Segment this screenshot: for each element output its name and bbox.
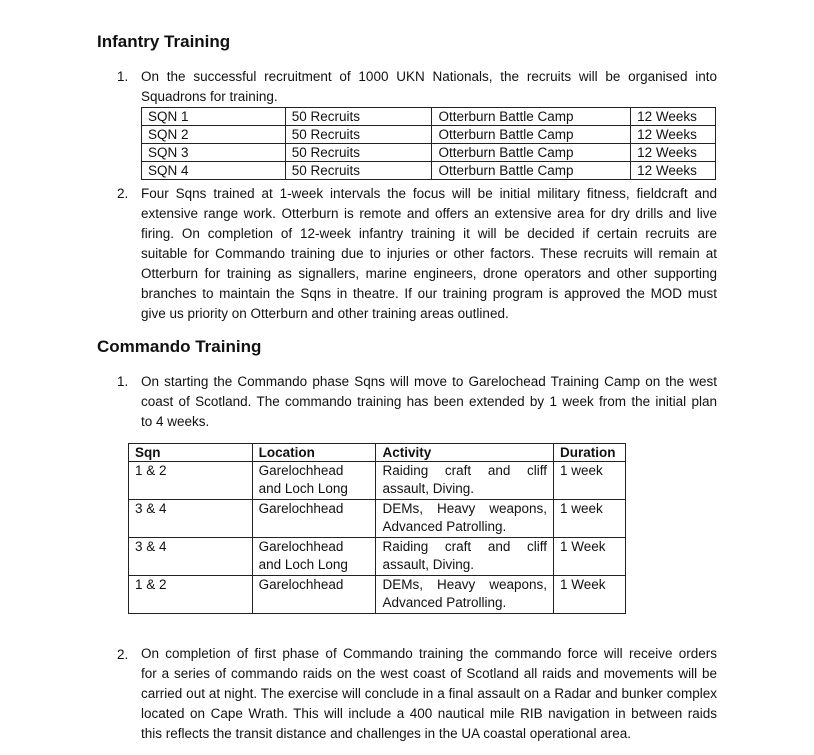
table-row bbox=[142, 144, 716, 162]
text-line: to 4 weeks. bbox=[141, 414, 210, 429]
infantry-heading: Infantry Training bbox=[97, 32, 231, 51]
duration-cell: 12 Weeks bbox=[631, 108, 716, 126]
sqn-cell: SQN 1 bbox=[142, 108, 286, 126]
location-cell bbox=[252, 538, 376, 576]
table-row bbox=[142, 162, 716, 180]
commando-paragraph-2 bbox=[141, 644, 717, 744]
text-line: this reflects the transit distance and challenges in the UA coastal operational area. bbox=[141, 726, 632, 741]
text-line: for a series of commando raids on the west coast of Scotland all raids and movements will be bbox=[141, 666, 717, 681]
text-line: give us priority on Otterburn and other training areas outlined. bbox=[141, 306, 509, 321]
sqn-cell: 3 & 4 bbox=[129, 538, 253, 576]
table-row bbox=[129, 538, 626, 576]
location-line: Garelochhead bbox=[258, 463, 344, 478]
activity-cell bbox=[376, 538, 554, 576]
text-line: On completion of first phase of Commando training the commando force will receive orders bbox=[141, 646, 717, 661]
location-cell bbox=[252, 576, 376, 614]
commando-paragraph-1 bbox=[141, 372, 717, 432]
text-line: On starting the Commando phase Sqns will move to Garelochead Training Camp on the west bbox=[141, 374, 717, 389]
duration-cell: 1 Week bbox=[554, 576, 626, 614]
activity-cell bbox=[376, 462, 554, 500]
table-row bbox=[129, 462, 626, 500]
list-number: 1. bbox=[117, 374, 129, 389]
text-line: Otterburn for training as signallers, marine engineers, drone operators and other supporting bbox=[141, 266, 717, 281]
table-row bbox=[142, 108, 716, 126]
location-cell bbox=[252, 462, 376, 500]
duration-cell: 1 week bbox=[554, 462, 626, 500]
location-cell: Otterburn Battle Camp bbox=[432, 126, 631, 144]
table-row bbox=[142, 126, 716, 144]
sqn-cell: 3 & 4 bbox=[129, 500, 253, 538]
column-header-sqn: Sqn bbox=[129, 444, 253, 462]
location-line: and Loch Long bbox=[258, 557, 348, 572]
location-line: Garelochhead bbox=[258, 501, 344, 516]
location-line: Garelochhead bbox=[258, 539, 344, 554]
recruits-cell: 50 Recruits bbox=[285, 144, 432, 162]
sqn-cell: SQN 3 bbox=[142, 144, 286, 162]
activity-line: assault, Diving. bbox=[382, 557, 475, 572]
list-number: 2. bbox=[117, 186, 129, 201]
location-line: Garelochhead bbox=[258, 577, 344, 592]
column-header-activity: Activity bbox=[376, 444, 554, 462]
column-header-location: Location bbox=[252, 444, 376, 462]
activity-cell bbox=[376, 500, 554, 538]
text-line: Four Sqns trained at 1-week intervals the focus will be initial military fitness, fieldcraft and bbox=[141, 186, 717, 201]
activity-line: Raiding craft and cliff bbox=[382, 463, 547, 478]
text-line: suitable for Commando training due to injuries or other factors. These recruits will remain at bbox=[141, 246, 717, 261]
recruits-cell: 50 Recruits bbox=[285, 108, 432, 126]
table-header-row bbox=[129, 444, 626, 462]
text-line: Squadrons for training. bbox=[141, 89, 278, 104]
infantry-paragraph-1 bbox=[141, 67, 717, 107]
location-cell: Otterburn Battle Camp bbox=[432, 108, 631, 126]
duration-cell: 1 Week bbox=[554, 538, 626, 576]
activity-line: Advanced Patrolling. bbox=[382, 595, 507, 610]
sqn-cell: 1 & 2 bbox=[129, 576, 253, 614]
activity-line: assault, Diving. bbox=[382, 481, 475, 496]
text-line: extensive range work. Otterburn is remote and offers an extensive area for dry drills and live bbox=[141, 206, 717, 221]
location-cell: Otterburn Battle Camp bbox=[432, 162, 631, 180]
list-number: 1. bbox=[117, 69, 129, 84]
location-cell: Otterburn Battle Camp bbox=[432, 144, 631, 162]
recruits-cell: 50 Recruits bbox=[285, 126, 432, 144]
duration-cell: 12 Weeks bbox=[631, 162, 716, 180]
list-number: 2. bbox=[117, 647, 129, 662]
recruits-cell: 50 Recruits bbox=[285, 162, 432, 180]
location-line: and Loch Long bbox=[258, 481, 348, 496]
text-line: firing. On completion of 12-week infantry training it will be decided if certain recruits are bbox=[141, 226, 717, 241]
location-cell bbox=[252, 500, 376, 538]
activity-line: Advanced Patrolling. bbox=[382, 519, 507, 534]
commando-activity-table bbox=[128, 443, 626, 614]
text-line: coast of Scotland. The commando training has been extended by 1 week from the initial plan bbox=[141, 394, 717, 409]
sqn-cell: SQN 2 bbox=[142, 126, 286, 144]
column-header-duration: Duration bbox=[554, 444, 626, 462]
activity-line: Raiding craft and cliff bbox=[382, 539, 547, 554]
commando-heading: Commando Training bbox=[97, 337, 262, 356]
text-line: On the successful recruitment of 1000 UKN Nationals, the recruits will be organised into bbox=[141, 69, 717, 84]
text-line: carried out at night. The exercise will conclude in a final assault on a Radar and bunker complex bbox=[141, 686, 717, 701]
duration-cell: 12 Weeks bbox=[631, 126, 716, 144]
table-row bbox=[129, 500, 626, 538]
duration-cell: 12 Weeks bbox=[631, 144, 716, 162]
table-row bbox=[129, 576, 626, 614]
sqn-cell: SQN 4 bbox=[142, 162, 286, 180]
activity-line: DEMs, Heavy weapons, bbox=[382, 501, 547, 516]
text-line: branches to maintain the Sqns in theatre. If our training program is approved the MOD must bbox=[141, 286, 717, 301]
duration-cell: 1 week bbox=[554, 500, 626, 538]
activity-line: DEMs, Heavy weapons, bbox=[382, 577, 547, 592]
infantry-paragraph-2 bbox=[141, 184, 717, 324]
text-line: located on Cape Wrath. This will include a 400 nautical mile RIB navigation in between raids bbox=[141, 706, 717, 721]
sqn-cell: 1 & 2 bbox=[129, 462, 253, 500]
activity-cell bbox=[376, 576, 554, 614]
infantry-squadron-table bbox=[141, 107, 716, 180]
